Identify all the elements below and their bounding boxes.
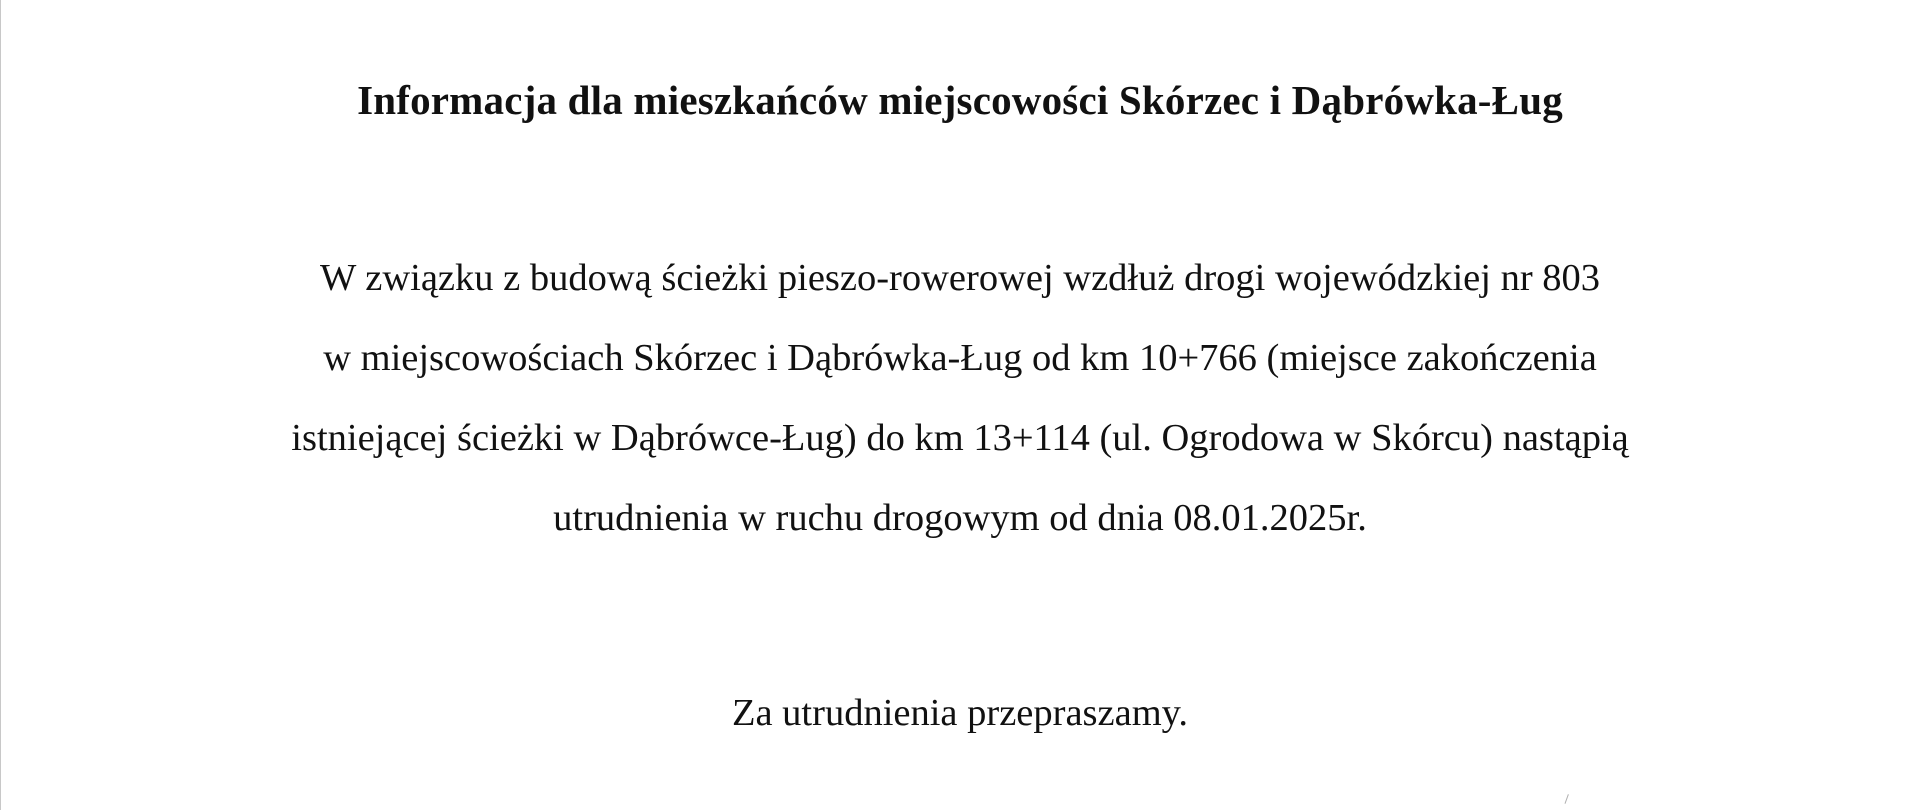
body-line-1: W związku z budową ścieżki pieszo-rowerowej wzdłuż drogi wojewódzkiej nr 803 <box>319 257 1601 299</box>
closing-text: Za utrudnienia przepraszamy. <box>731 692 1189 734</box>
document-body <box>0 238 1920 558</box>
scan-artifact-mark <box>1565 794 1575 806</box>
document-title: Informacja dla mieszkańców miejscowości Skórzec i Dąbrówka-Ług <box>357 77 1563 123</box>
body-line-3: istniejącej ścieżki w Dąbrówce-Ług) do km 13+114 (ul. Ogrodowa w Skórcu) nastąpią <box>291 417 1629 459</box>
body-line-4: utrudnienia w ruchu drogowym od dnia 08.01.2025r. <box>553 497 1367 539</box>
body-line-2: w miejscowościach Skórzec i Dąbrówka-Ług od km 10+766 (miejsce zakończenia <box>323 337 1597 379</box>
